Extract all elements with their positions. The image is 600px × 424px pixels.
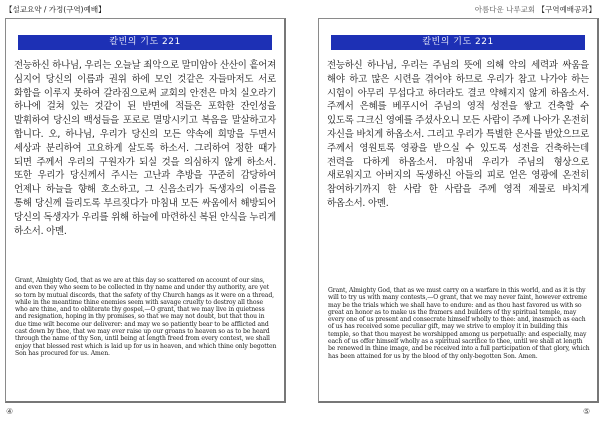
page-number-left: ④ (6, 407, 14, 416)
english-prayer-text: Grant, Almighty God, that as we are at this day so scattered on account of our sins, and even they who seem to be collected in thy name and under thy authority, are yet so torn by mutual discords, that the safety of thy Church hangs as it were on a thread, while in the meantime thine enemies seem with savage cruelty to destroy all those who are thine, and to obliterate thy gospel,—O grant, that we may live in quietness and resignation, hoping in thy promises, so that we may not doubt, but that thou in due time wilt become our deliverer: and may we so patiently bear to be afflicted and cast down by thee, that we may ever raise up our groans to heaven so as to be heard through the name of thy Son, until being at length freed from every contest, we shall enjoy that blessed rest which is laid up for us in heaven, and which thine only begotten Son has procured for us. Amen. (15, 277, 277, 357)
page-number-right: ⑤ (583, 407, 591, 416)
korean-prayer-text: 전능하신 하나님, 우리는 오늘날 죄악으로 말미암아 산산이 흩어져 심지어 당신의 이름과 권위 하에 모인 것같은 자들마저도 서로 화합을 이루지 못하여 갈라짐으로써 교회의 안전은 마치 실오라기 하나에 걸쳐 있는 것같이 된 반면에 적들은 포학한 잔인성을 발휘하여 당신의 백성들을 포로로 멸망시키고 복음을 말살하고자 합니다. 오, 하나님, 우리가 당신의 모든 약속에 희망을 두면서 세상과 분리하여 고요하게 살도록 하소서. 그리하여 정한 때가 되면 주께서 우리의 구원자가 되실 것을 의심하지 않게 하소서. 또한 우리가 당신께서 주시는 고난과 추방을 꾸준히 감당하여 언제나 하늘을 향해 호소하고, 그 신음소리가 독생자의 이름을 통해 당신께 들리도록 부르짖다가 마침내 모든 싸움에서 해방되어 당신의 독생자가 우리를 위해 하늘에 마련하신 복된 안식을 누리게 하소서. 아멘. (14, 60, 276, 237)
prayer-title: 칼빈의 기도 221 (18, 35, 272, 50)
header-left-label: 【설교요약 / 가정(구역)예배】 (5, 5, 106, 14)
header-site-name: 아름다운 나루교회 (474, 5, 536, 14)
prayer-title: 칼빈의 기도 221 (331, 35, 585, 50)
page-right (318, 18, 599, 403)
page-left (5, 18, 286, 403)
header-right (475, 5, 596, 14)
korean-prayer-text: 전능하신 하나님, 우리는 주님의 뜻에 의해 악의 세력과 싸움을 해야 하고 많은 시련을 겪어야 하므로 우리가 참고 나가야 하는 시험이 아무리 무섭다고 하더라도 결코 약해지지 않게 하옵소서. 주께서 은혜를 베푸시어 주님의 영적 성전을 쌓고 건축할 수 있도록 그크신 영예를 주셨사오니 모든 사람이 주께 나아가 온전히 자신을 바치게 하옵소서. 그리고 우리가 특별한 은사를 받았으므로 주께서 영원토록 영광을 받으실 수 있도록 성전을 건축하는데 전력을 다하게 하옵소서. 마침내 우리가 주님의 형상으로 새로워지고 아버지의 독생하신 아들의 피로 얻은 영광에 온전히 참여하기까지 한 사람 한 사람을 주께 영적 제물로 바치게 하옵소서. 아멘. (327, 60, 589, 209)
english-prayer-text: Grant, Almighty God, that as we must carry on a warfare in this world, and as it is thy will to try us with many contests,—O grant, that we may never faint, however extreme may be the trials which we shall have to endure: and as thou hast favored us with so great an honor as to make us the framers and builders of thy spiritual temple, may every one of us present and consecrate himself wholly to thee: and, inasmuch as each of us has received some peculiar gift, may we strive to employ it in building this temple, so that thou mayest be worshipped among us perpetually: and especially, may each of us offer himself wholly as a spiritual sacrifice to thee, until we shall at length be renewed in thine image, and be received into a full participation of that glory, which has been attained for us by the blood of thy only-begotten Son. Amen. (328, 287, 590, 360)
header-section-tag: 【구역예배공과】 (537, 5, 596, 14)
